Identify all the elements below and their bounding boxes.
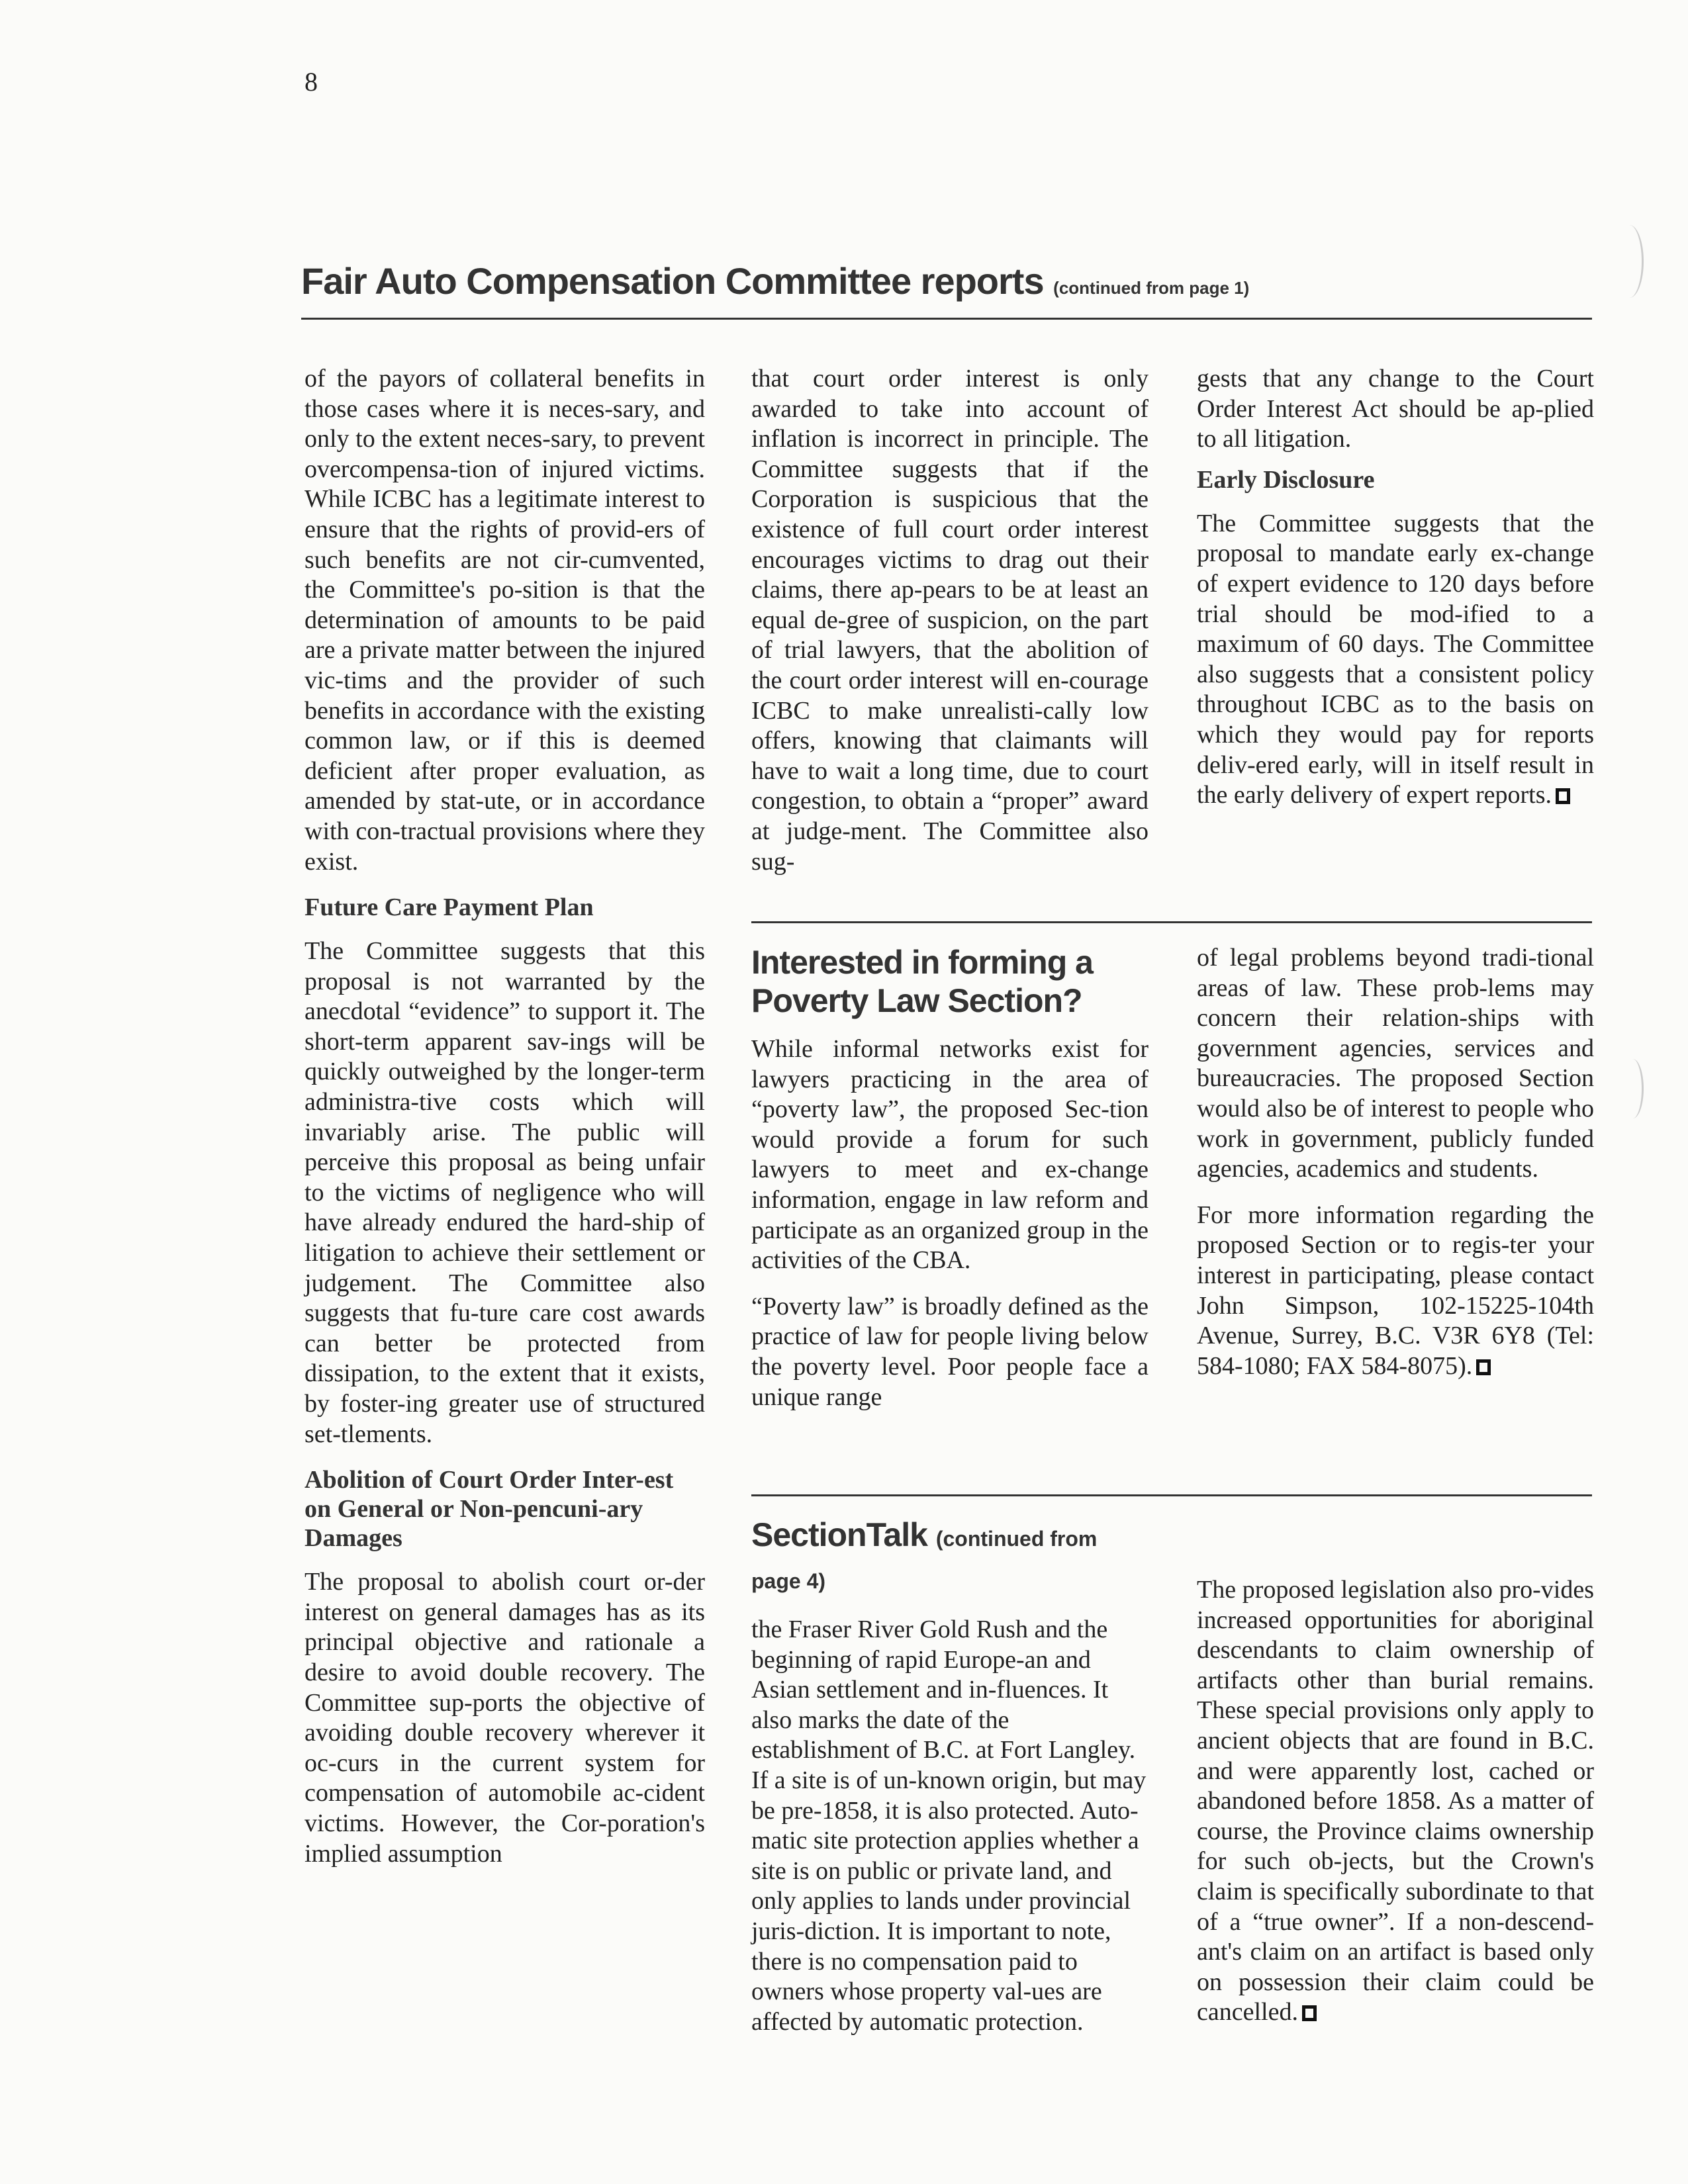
paragraph: The Committee suggests that this proposal is not warranted by the anecdotal “evidence” to support it. The short-term apparent sav-ings will be quickly outweighed by the longer-term administra-tive costs which will invariably arise. The public will perceive this proposal as being unfair to the victims of negligence who will have already endured the hard-ship of litigation to achieve their settlement or judgement. The Committee also suggests that fu-ture care cost awards can better be protected from dissipation, to the extent that it exists, by foster-ing greater use of structured set-tlements. <box>305 937 705 1448</box>
headline-rule <box>301 318 1592 320</box>
section-heading-abolition: Abolition of Court Order Inter-est on General or Non-pencuni-ary Damages <box>305 1466 674 1553</box>
section-heading-future-care: Future Care Payment Plan <box>305 893 594 922</box>
end-of-article-icon <box>1476 1359 1491 1375</box>
section-heading-early-disclosure: Early Disclosure <box>1197 465 1375 494</box>
article-2-col-a <box>751 943 1149 1428</box>
continued-note: (continued from page 1) <box>1053 278 1250 298</box>
paragraph: While informal networks exist for lawyers practicing in the area of “poverty law”, the proposed Sec-tion would provide a forum for such lawyers to meet and ex-change information, engage in law reform and participate as an organized group in the activities of the CBA. <box>751 1035 1149 1275</box>
paragraph: that court order interest is only awarded to take into account of inflation is incorrect in principle. The Committee suggests that if the Corporation is suspicious that the existence of full court order interest encourages victims to drag out their claims, there ap-pears to be at least an equal de-gree of suspicion, on the part of trial lawyers, that the abolition of the court order interest will en-courage ICBC to make unrealisti-cally low offers, knowing that claimants will have to wait a long time, due to court congestion, to obtain a “proper” award at judge-ment. The Committee also sug- <box>751 365 1149 876</box>
paragraph: The proposal to abolish court or-der interest on general damages has as its principal objective and rationale a desire to avoid double recovery. The Committee sup-ports the objective of avoiding double recovery wherever it oc-curs in the current system for compensation of automobile ac-cident victims. However, the Cor-poration's implied assumption <box>305 1568 705 1868</box>
page-number: 8 <box>305 67 318 97</box>
paragraph: of the payors of collateral benefits in those cases where it is neces-sary, and only to the extent neces-sary, to prevent overcompensa-tion of injured victims. While ICBC has a legitimate interest to ensure that the rights of provid-ers of such benefits are not cir-cumvented, the Committee's po-sition is that the determination of amounts to be paid are a private matter between the injured vic-tims and the provider of such benefits in accordance with the existing common law, or if this is deemed deficient after proper evaluation, as amended by stat-ute, or in accordance with con-tractual provisions where they exist. <box>305 365 705 876</box>
column-2-top <box>751 364 1149 893</box>
paragraph: of legal problems beyond tradi-tional areas of law. These prob-lems may concern their relation-ships with government agencies, services and bureaucracies. The proposed Section would also be of interest to people who work in government, publicly funded agencies, academics and students. <box>1197 944 1594 1183</box>
article-3-heading <box>751 1516 1149 1600</box>
scan-mark <box>1615 225 1644 298</box>
end-of-article-icon <box>1556 788 1570 804</box>
article-2-title: Interested in forming a Poverty Law Section? <box>751 944 1093 1019</box>
column-3-top <box>1197 364 1594 827</box>
scan-mark <box>1622 1059 1644 1118</box>
paragraph: The Committee suggests that the proposal to mandate early ex-change of expert evidence to 120 days before trial should be mod-ified to a maximum of 60 days. The Committee also suggests that a consistent policy throughout ICBC as to the basis on which they would pay for reports deliv-ered early, will in itself result in the early delivery of expert reports. <box>1197 509 1594 809</box>
paragraph: the Fraser River Gold Rush and the beginning of rapid Europe-an and Asian settlement and in-fluences. It also marks the date of the establishment of B.C. at Fort Langley. If a site is of un-known origin, but may be pre-1858, it is also protected. Auto-matic site protection applies whether a site is on public or private land, and only applies to lands under provincial juris-diction. It is important to note, there is no compensation paid to owners whose property val-ues are affected by automatic protection. <box>751 1615 1147 2036</box>
article-3-title: SectionTalk <box>751 1516 927 1553</box>
article-3-col-b <box>1197 1575 1594 2044</box>
article-headline <box>301 259 1592 302</box>
article-divider <box>751 921 1592 923</box>
article-title: Fair Auto Compensation Committee reports <box>301 260 1044 302</box>
article-divider <box>751 1494 1592 1496</box>
article-3-col-a <box>751 1516 1149 2053</box>
end-of-article-icon <box>1302 2005 1317 2021</box>
paragraph: “Poverty law” is broadly defined as the practice of law for people living below the poverty level. Poor people face a unique range <box>751 1292 1149 1411</box>
continued-note: (continued from page 4) <box>751 1527 1098 1593</box>
paragraph: For more information regarding the proposed Section or to regis-ter your interest in participating, please contact John Simpson, 102-15225-104th Avenue, Surrey, B.C. V3R 6Y8 (Tel: 584-1080; FAX 584-8075). <box>1197 1201 1594 1380</box>
column-1 <box>305 364 705 1885</box>
article-2-col-b <box>1197 943 1594 1397</box>
paragraph: The proposed legislation also pro-vides increased opportunities for aboriginal descendants to claim ownership of artifacts other than burial remains. These special provisions only apply to ancient objects that are found in B.C. and were apparently lost, cached or abandoned before 1858. As a matter of course, the Province claims ownership for such ob-jects, but the Crown's claim is specifically subordinate to that of a “true owner”. If a non-descend-ant's claim on an artifact is based only on possession their claim could be cancelled. <box>1197 1576 1594 2026</box>
paragraph: gests that any change to the Court Order Interest Act should be ap-plied to all litigation. <box>1197 365 1594 453</box>
